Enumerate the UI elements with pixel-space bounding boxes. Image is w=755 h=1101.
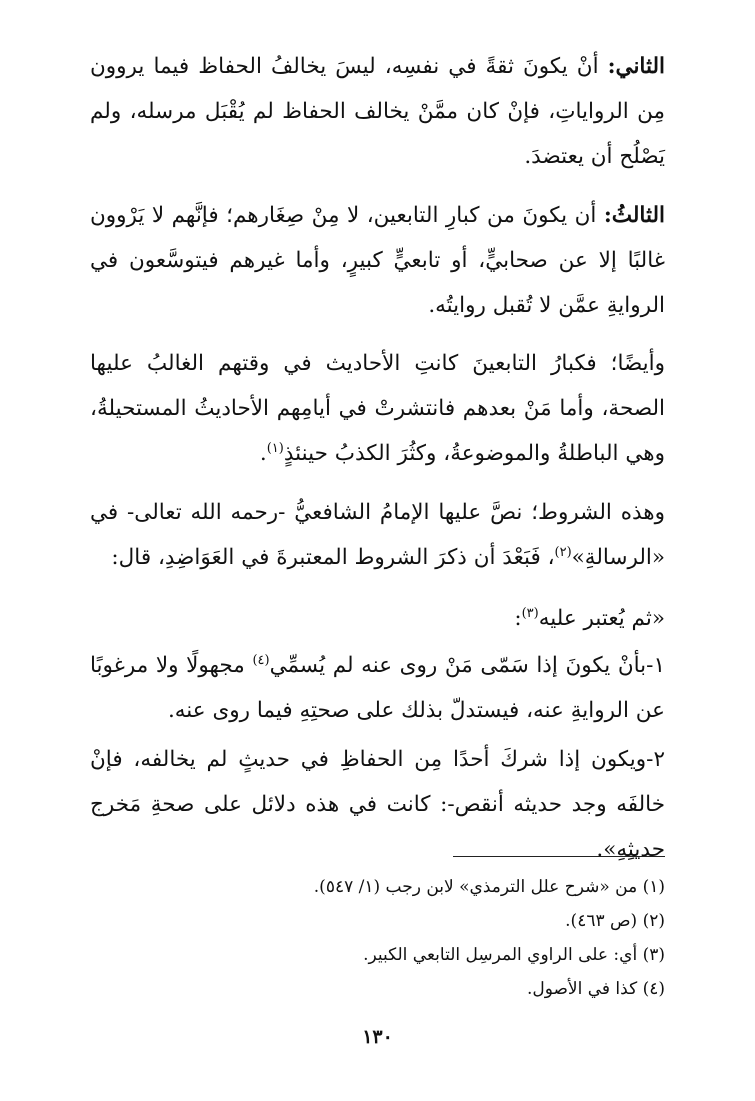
list-item-text: ويكون إذا شركَ أحدًا مِن الحفاظِ في حديثٍ لم يخالفه، فإنْ خالفَه وجد حديثه أنقص-: كانت في هذه دلائل على صحةِ مَخرج حديثِهِ». bbox=[90, 747, 665, 862]
paragraph-second-condition bbox=[90, 44, 665, 179]
list-item-text: بأنْ يكونَ إذا سَمّى مَنْ روى عنه لم يُسمِّي bbox=[269, 653, 647, 678]
paragraph-text: وهذه الشروط؛ نصَّ عليها الإمامُ الشافعيُّ -رحمه الله تعالى- في «الرسالةِ» bbox=[90, 500, 665, 570]
list-item-number: ٢- bbox=[646, 747, 665, 772]
quote-heading bbox=[90, 596, 665, 641]
paragraph-text: وأيضًا؛ فكبارُ التابعينَ كانتِ الأحاديث في وقتهم الغالبُ عليها الصحة، وأما مَنْ بعدهم فانتشرتْ في أيامِهم الأحاديثُ المستحيلةُ، وهي الباطلةُ والموضوعةُ، وكثُرَ الكذبُ حينئذٍ bbox=[90, 351, 665, 466]
footnote-ref[interactable]: (١) bbox=[266, 440, 284, 456]
list-item-number: ١- bbox=[646, 653, 665, 678]
paragraph-third-condition bbox=[90, 193, 665, 328]
footnote-3: (٣) أي: على الراوي المرسِل التابعي الكبير. bbox=[363, 945, 665, 965]
quote-text: «ثم يُعتبر عليه bbox=[538, 606, 665, 631]
footnote-ref[interactable]: (٣) bbox=[521, 605, 539, 621]
footnote-2: (٢) (ص ٤٦٣). bbox=[565, 911, 665, 931]
footnote-ref[interactable]: (٤) bbox=[252, 652, 270, 668]
list-item-text-continued: مجهولًا ولا مرغوبًا عن الروايةِ عنه، فيستدلّ بذلك على صحتِهِ فيما روى عنه. bbox=[90, 653, 665, 723]
paragraph-end: . bbox=[259, 441, 267, 466]
paragraph-text-continued: ، فَبَعْدَ أن ذكرَ الشروط المعتبرةَ في العَوَاضِدِ، قال: bbox=[111, 545, 555, 570]
paragraph-senior-followers bbox=[90, 341, 665, 476]
page-number: ١٣٠ bbox=[362, 1026, 393, 1048]
footnote-ref[interactable]: (٢) bbox=[554, 544, 572, 560]
paragraph-shafii-conditions bbox=[90, 490, 665, 580]
paragraph-text: أنْ يكونَ ثقةً في نفسِه، ليسَ يخالفُ الحفاظ فيما يروون مِن الرواياتِ، فإنْ كان ممَّنْ يخالف الحفاظ لم يُقْبَل مرسله، ولم يَصْلُح أن يعتضدَ. bbox=[90, 54, 665, 169]
footnote-separator bbox=[453, 856, 665, 857]
paragraph-lead: الثاني: bbox=[607, 54, 665, 79]
quote-end: : bbox=[514, 606, 522, 631]
list-item bbox=[90, 737, 665, 872]
list-item bbox=[90, 643, 665, 733]
paragraph-lead: الثالثُ: bbox=[603, 203, 665, 228]
footnote-1: (١) من «شرح علل الترمذي» لابن رجب (١/ ٥٤٧). bbox=[313, 877, 665, 897]
paragraph-text: أن يكونَ من كبارِ التابعين، لا مِنْ صِغَارهم؛ فإنَّهم لا يَرْوون غالبًا إلا عن صحابيٍّ، أو تابعيٍّ كبيرٍ، وأما غيرهم فيتوسَّعون في الروايةِ عمَّن لا تُقبل روايتُه. bbox=[90, 203, 665, 318]
footnote-4: (٤) كذا في الأصول. bbox=[526, 979, 665, 999]
